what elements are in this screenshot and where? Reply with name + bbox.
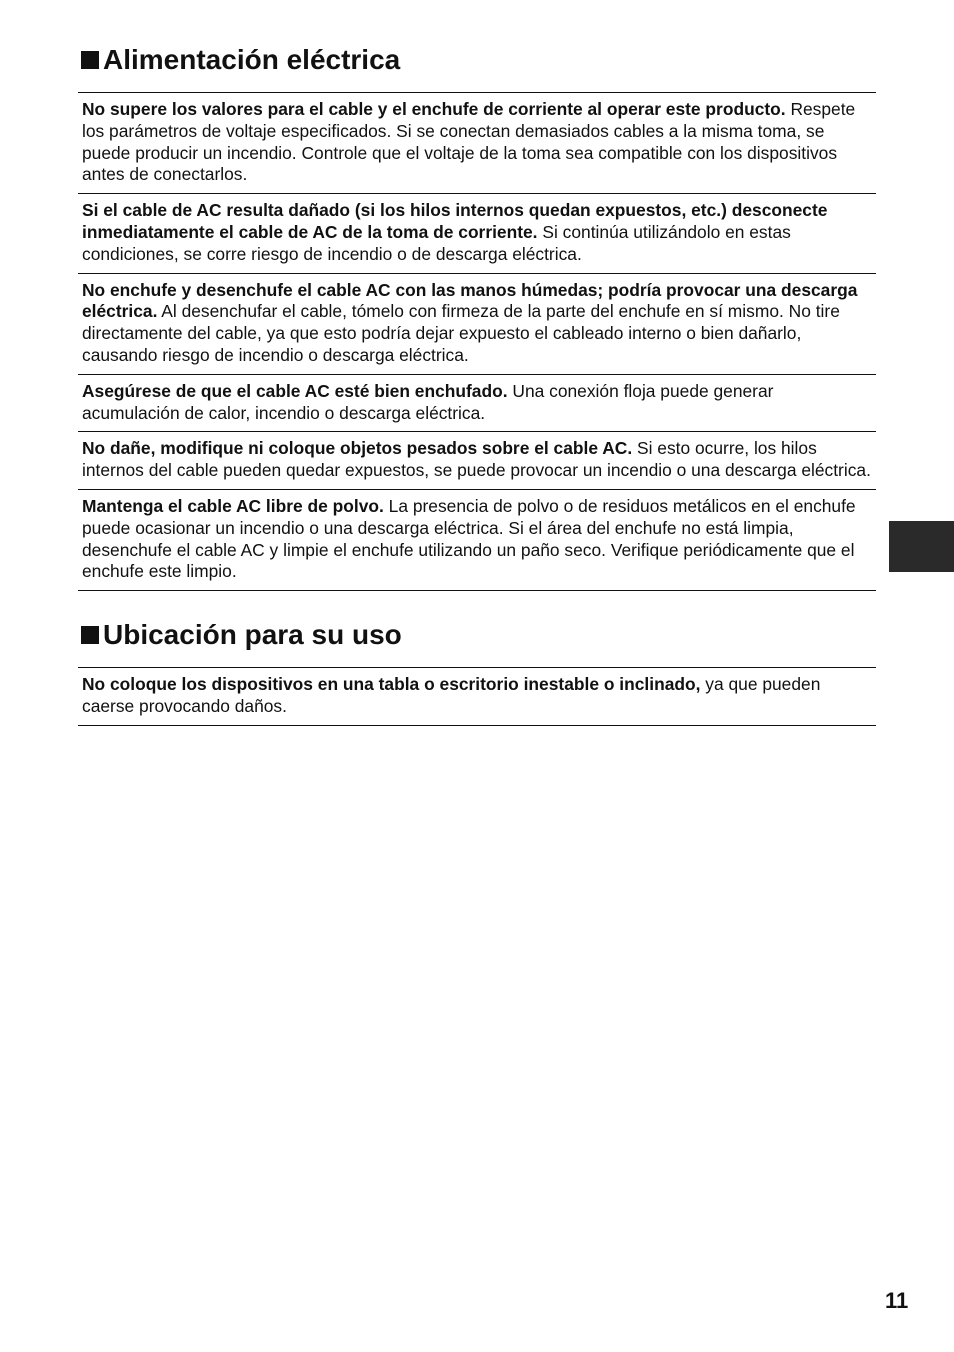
page-number: 11 [885, 1288, 909, 1313]
section-heading [78, 615, 876, 668]
list-item [78, 668, 876, 726]
item-text: Una conexión floja puede generar acumulación de calor, incendio o descarga eléctrica. [82, 380, 774, 423]
list-item [78, 490, 876, 591]
list-item [78, 194, 876, 273]
item-bold-text: No enchufe y desenchufe el cable AC con las manos húmedas; podría provocar una descarga eléctrica. [82, 279, 858, 322]
section-title: Ubicación para su uso [103, 619, 402, 650]
section-alimentacion-electrica [78, 40, 876, 591]
item-text: Si continúa utilizándolo en estas condiciones, se corre riesgo de incendio o de descarga eléctrica. [82, 221, 791, 264]
list-item [78, 93, 876, 194]
list-item [78, 375, 876, 433]
item-bold-text: No coloque los dispositivos en una tabla o escritorio inestable o inclinado, [82, 674, 701, 694]
section-title: Alimentación eléctrica [103, 44, 401, 75]
item-bold-text: No supere los valores para el cable y el enchufe de corriente al operar este producto. [82, 99, 786, 119]
item-bold-text: Asegúrese de que el cable AC esté bien enchufado. [82, 380, 508, 401]
item-text: ya que pueden caerse provocando daños. [82, 674, 821, 716]
item-bold-text: No dañe, modifique ni coloque objetos pesados sobre el cable AC. [82, 438, 633, 459]
chapter-thumb-tab [889, 521, 954, 572]
item-text: La presencia de polvo o de residuos metálicos en el enchufe puede ocasionar un incendio o una descarga eléctrica. Si el área del enchufe no está limpia, desenchufe el cable AC y limpie el enchufe utilizando un paño seco. Verifique periódicamente que el enchufe este limpio. [82, 495, 856, 582]
section-ubicacion-para-su-uso [78, 615, 876, 726]
square-bullet-icon [81, 626, 99, 644]
item-text: Si esto ocurre, los hilos internos del cable pueden quedar expuestos, se puede provocar un incendio o una descarga eléctrica. [82, 438, 871, 481]
item-text: Al desenchufar el cable, tómelo con firmeza de la parte del enchufe en sí mismo. No tire directamente del cable, ya que esto podría dejar expuesto el cableado interno o bien dañarlo, causando riesgo de incendio o descarga eléctrica. [82, 301, 840, 365]
section-heading [78, 40, 876, 93]
item-text: Respete los parámetros de voltaje especificados. Si se conectan demasiados cables a la misma toma, se puede producir un incendio. Controle que el voltaje de la toma sea compatible con los dispositivos antes de conectarlos. [82, 99, 856, 185]
item-bold-text: Mantenga el cable AC libre de polvo. [82, 495, 384, 516]
item-bold-text: Si el cable de AC resulta dañado (si los hilos internos quedan expuestos, etc.) desconecte inmediatamente el cable de AC de la toma de corriente. [82, 200, 828, 242]
list-item [78, 432, 876, 490]
list-item [78, 274, 876, 375]
square-bullet-icon [81, 51, 99, 69]
